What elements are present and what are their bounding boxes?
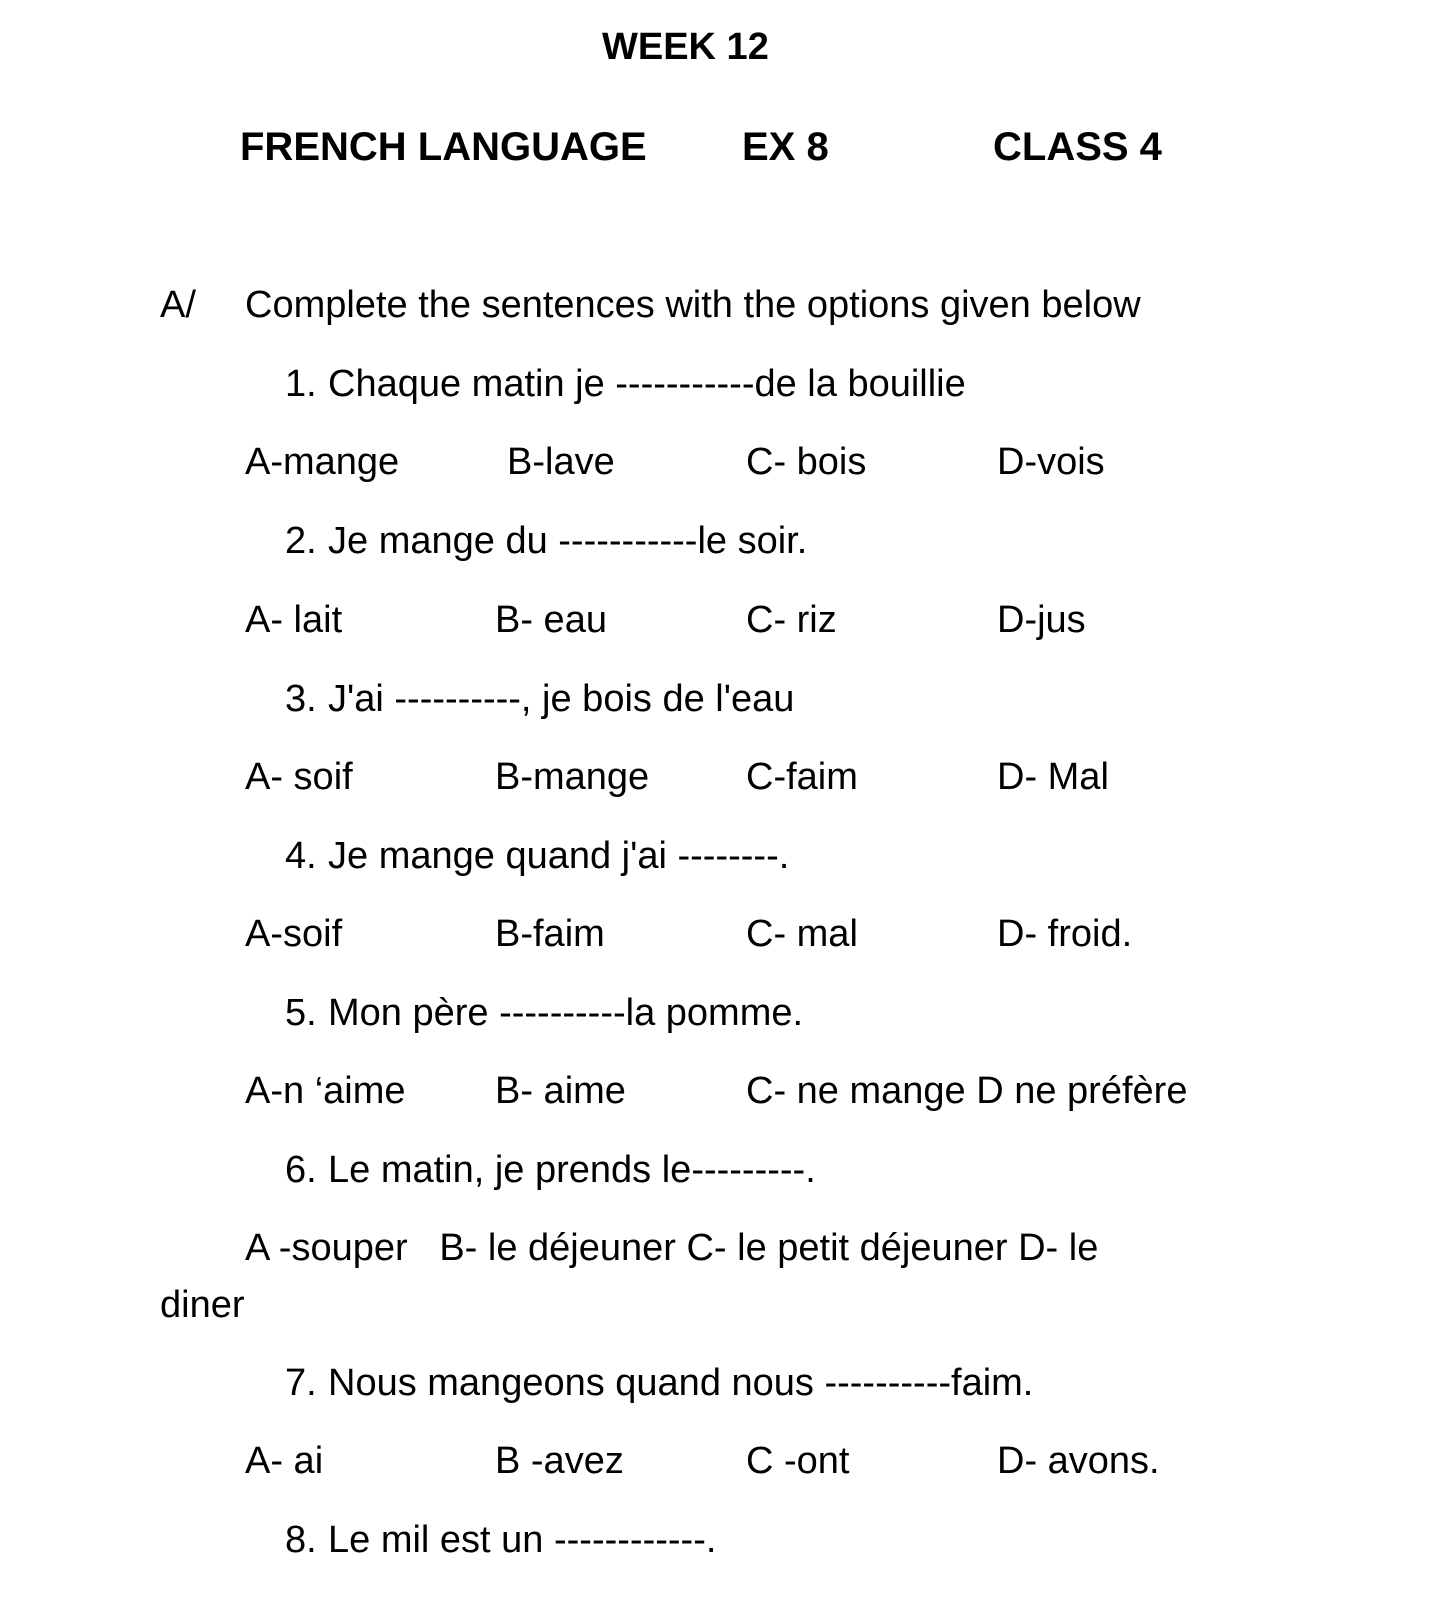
option-a: A- lait <box>245 599 343 641</box>
question-number: 2. <box>285 520 317 562</box>
option-a: A-n ‘aime <box>245 1070 406 1112</box>
question-text: Mon père ----------la pomme. <box>328 992 804 1034</box>
question-number: 1. <box>285 363 317 405</box>
question-number: 5. <box>285 992 317 1034</box>
option-c: C- bois <box>746 441 867 483</box>
option-b: B-lave <box>507 441 615 483</box>
option-d: D-vois <box>997 441 1105 483</box>
option-b: B- aime <box>495 1070 626 1112</box>
option-d: D-jus <box>997 599 1086 641</box>
option-a: A- soif <box>245 756 353 798</box>
question-text: Le mil est un ------------. <box>328 1519 717 1561</box>
option-c: C- mal <box>746 913 858 955</box>
options-line-continued: diner <box>160 1284 245 1326</box>
question-number: 4. <box>285 835 317 877</box>
exercise-heading: EX 8 <box>742 125 829 169</box>
option-c-d: C- ne mange D ne préfère <box>746 1070 1188 1112</box>
class-heading: CLASS 4 <box>993 125 1162 169</box>
option-b: B -avez <box>495 1440 624 1482</box>
question-text: Le matin, je prends le---------. <box>328 1149 816 1191</box>
question-text: Chaque matin je -----------de la bouillie <box>328 363 966 405</box>
page-title: WEEK 12 <box>602 26 769 68</box>
question-text: Je mange du -----------le soir. <box>328 520 808 562</box>
section-marker: A/ <box>160 284 196 326</box>
option-b: B-faim <box>495 913 605 955</box>
options-line: A -souper B- le déjeuner C- le petit déjeuner D- le <box>245 1227 1099 1269</box>
option-c: C -ont <box>746 1440 850 1482</box>
question-text: Je mange quand j'ai --------. <box>328 835 790 877</box>
option-c: C- riz <box>746 599 837 641</box>
option-d: D- Mal <box>997 756 1109 798</box>
option-d: D- avons. <box>997 1440 1160 1482</box>
option-c: C-faim <box>746 756 858 798</box>
question-number: 7. <box>285 1362 317 1404</box>
section-instruction: Complete the sentences with the options given below <box>245 284 1141 326</box>
question-number: 6. <box>285 1149 317 1191</box>
option-d: D- froid. <box>997 913 1133 955</box>
question-text: Nous mangeons quand nous ----------faim. <box>328 1362 1034 1404</box>
question-number: 8. <box>285 1519 317 1561</box>
option-a: A- ai <box>245 1440 324 1482</box>
question-number: 3. <box>285 678 317 720</box>
subject-heading: FRENCH LANGUAGE <box>240 125 647 169</box>
option-a: A-mange <box>245 441 400 483</box>
option-b: B-mange <box>495 756 650 798</box>
option-b: B- eau <box>495 599 607 641</box>
option-a: A-soif <box>245 913 343 955</box>
question-text: J'ai ----------, je bois de l'eau <box>328 678 795 720</box>
